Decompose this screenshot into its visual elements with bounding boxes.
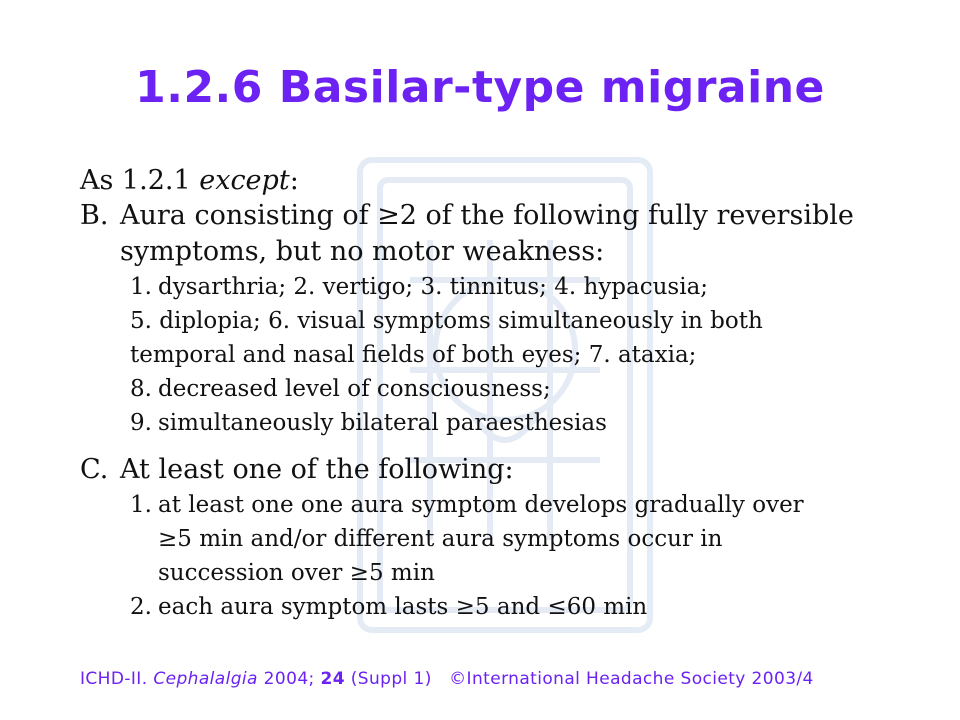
item-text: at least one one aura symptom develops gradually over [158, 492, 804, 518]
intro-line [80, 164, 940, 198]
criterion-c [80, 452, 940, 488]
list-item [130, 270, 940, 304]
footer-source: ICHD-II. [80, 669, 148, 689]
criterion-text: symptoms, but no motor weakness: [120, 236, 605, 267]
slide-footer [80, 669, 814, 689]
criterion-text: At least one of the following: [120, 454, 514, 485]
footer-copyright: ©International Headache Society 2003/4 [449, 669, 814, 689]
list-item [130, 590, 940, 624]
footer-supplement: (Suppl 1) [350, 669, 432, 689]
item-text: temporal and nasal fields of both eyes; 7. ataxia; [130, 342, 697, 368]
item-text: ≥5 min and/or different aura symptoms occur in [158, 526, 723, 552]
item-text: succession over ≥5 min [158, 560, 435, 586]
list-item-continuation [130, 338, 940, 372]
criterion-c-items [130, 488, 940, 624]
list-item [130, 304, 940, 338]
slide-title: 1.2.6 Basilar-type migraine [135, 62, 825, 113]
intro-emphasis: except [199, 165, 290, 196]
slide-body [80, 164, 940, 624]
intro-prefix: As 1.2.1 [80, 165, 200, 196]
item-number: 1. [130, 492, 152, 518]
footer-year: 2004; [263, 669, 315, 689]
intro-suffix: : [289, 165, 299, 196]
item-text: each aura symptom lasts ≥5 and ≤60 min [158, 594, 648, 620]
list-item-continuation [130, 556, 940, 590]
footer-journal: Cephalalgia [153, 669, 258, 689]
footer-volume: 24 [320, 669, 345, 689]
item-number: 9. [130, 410, 152, 436]
item-text: dysarthria; 2. vertigo; 3. tinnitus; 4. hypacusia; [158, 274, 709, 300]
criterion-b-items [130, 270, 940, 440]
criterion-letter: B. [80, 200, 109, 231]
criterion-text: Aura consisting of ≥2 of the following fully reversible [120, 200, 854, 231]
item-text: 5. diplopia; 6. visual symptoms simultaneously in both [130, 308, 763, 334]
item-number: 2. [130, 594, 152, 620]
criterion-b [80, 198, 940, 270]
list-item [130, 372, 940, 406]
list-item [130, 406, 940, 440]
criterion-letter: C. [80, 454, 109, 485]
item-text: simultaneously bilateral paraesthesias [158, 410, 607, 436]
item-number: 1. [130, 274, 152, 300]
list-item-continuation [130, 522, 940, 556]
item-text: decreased level of consciousness; [158, 376, 551, 402]
list-item [130, 488, 940, 522]
item-number: 8. [130, 376, 152, 402]
